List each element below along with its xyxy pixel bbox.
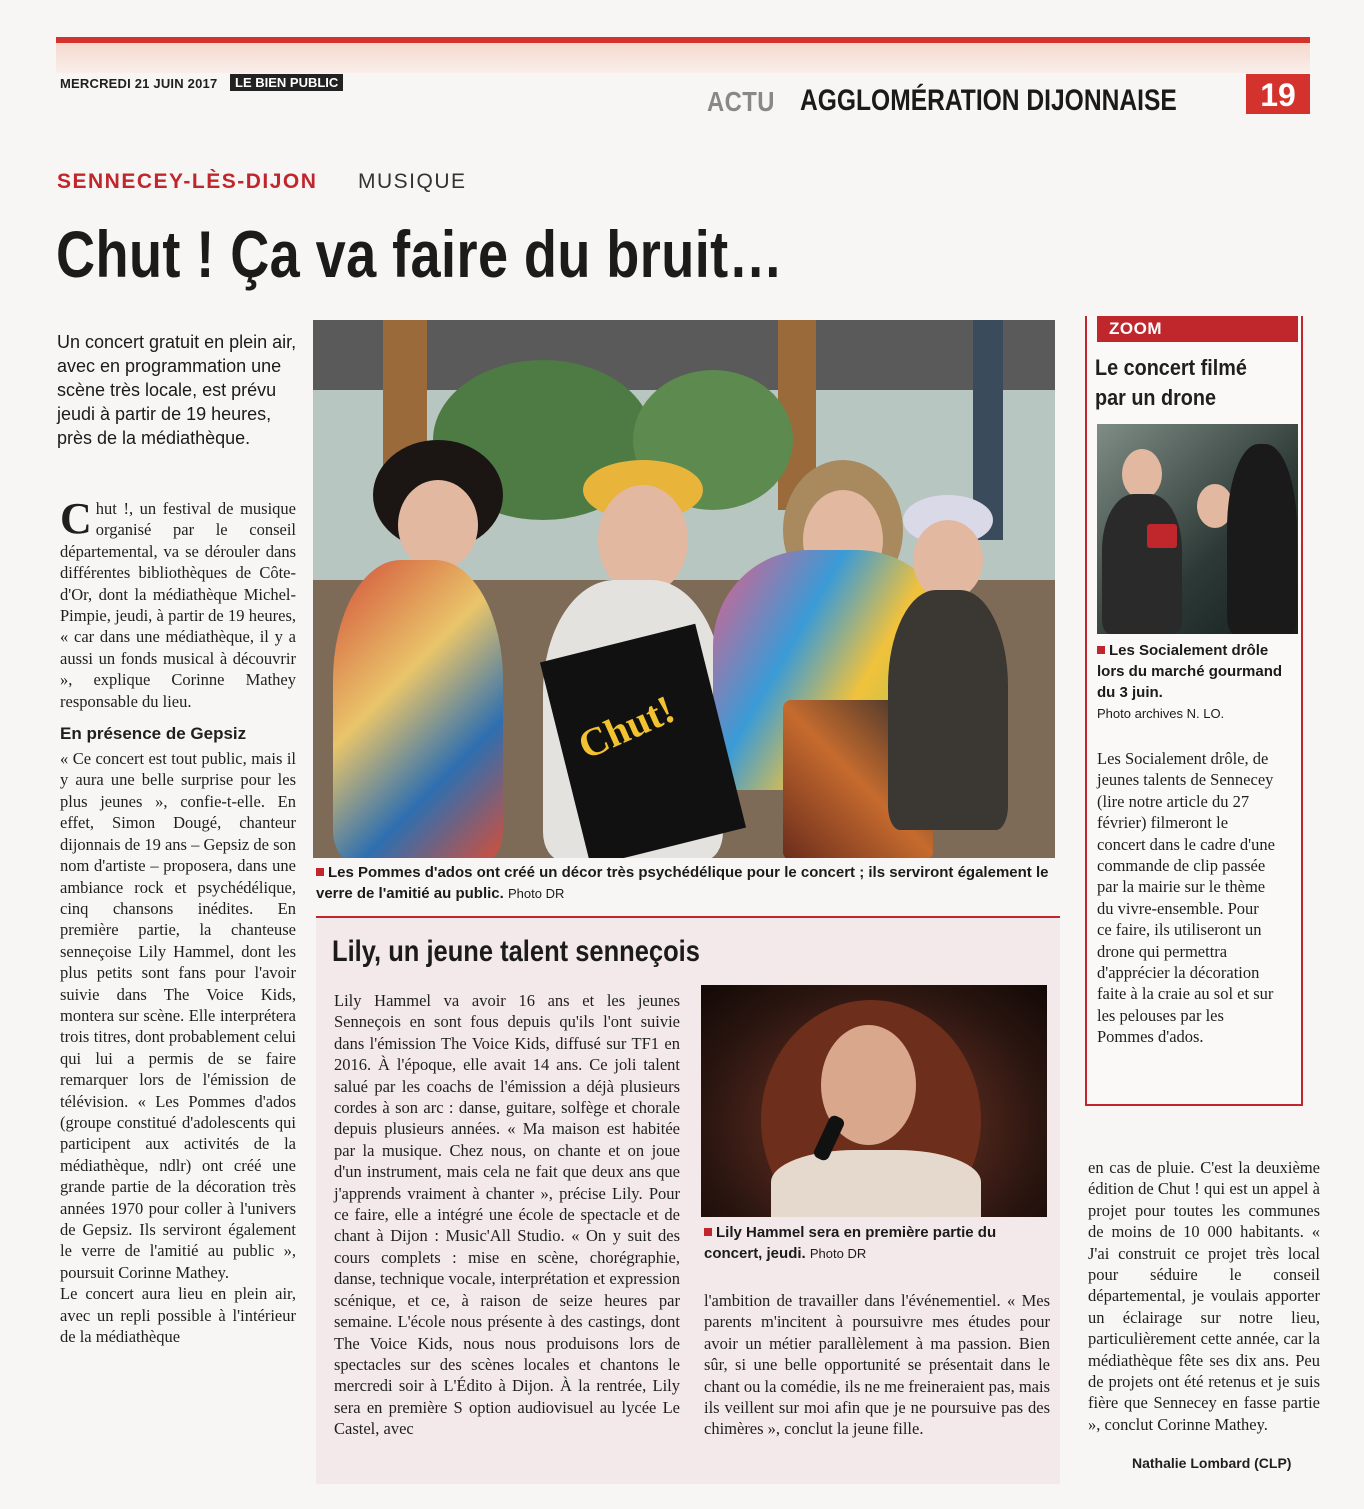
section-label: ACTU (707, 86, 775, 117)
zoom-text: Les Socialement drôle, de jeunes talents de Sennecey (lire notre article du 27 février) filmeront le concert dans le cadre d'une commande de clip passée par la mairie sur le thème du vivre-ensemble. Pour ce faire, ils utiliseront un drone qui permettra d'apprécier la décoration faite à la craie au sol et sur les pelouses par les Pommes d'ados. (1097, 749, 1275, 1047)
caption-text: Lily Hammel sera en première partie du concert, jeudi. (704, 1224, 997, 1262)
photo-lily-hammel (701, 985, 1047, 1217)
article-column-4 (1088, 1157, 1320, 1435)
header-band (56, 37, 1310, 73)
face (913, 520, 983, 600)
caption-bullet (316, 868, 324, 876)
issue-date: MERCREDI 21 JUIN 2017 (60, 76, 218, 91)
photo-socialement-drole (1097, 424, 1298, 634)
newspaper-name: LE BIEN PUBLIC (230, 74, 343, 91)
article-paragraph-3: Le concert aura lieu en plein air, avec un repli possible à l'intérieur de la médiathèque (60, 1284, 296, 1347)
zoom-title: Le concert filmé par un drone (1095, 355, 1247, 410)
photo-credit: Photo DR (809, 1246, 867, 1261)
photo-caption-3 (1097, 640, 1297, 724)
article-theme: MUSIQUE (358, 170, 467, 193)
face (398, 480, 478, 570)
article-subhead: En présence de Gepsiz (60, 724, 247, 744)
lily-title: Lily, un jeune talent senneçois (332, 935, 700, 968)
photo-credit: Photo DR (507, 886, 565, 901)
person (1102, 494, 1182, 634)
lily-column (334, 990, 680, 1440)
face (1122, 449, 1162, 499)
camera-icon (1147, 524, 1177, 548)
poster-title: Chut! (571, 686, 682, 768)
photo-credit: Photo archives N. LO. (1097, 706, 1225, 721)
person-4 (888, 590, 1008, 830)
article-column-1 (60, 494, 297, 1347)
lily-paragraph-1: Lily Hammel va avoir 16 ans et les jeunes Senneçois en sont fous depuis qu'ils l'ont suivie dans l'émission The Voice Kids, diffusé sur TF1 en 2016. À l'époque, elle avait 14 ans. Ce joli talent salué par les coachs de l'émission a déjà plusieurs cordes à son arc : danse, guitare, solfège et chorale depuis plusieurs années. « Ma maison est habitée par la musique. Chez nous, on chante et on joue d'un instrument, mais cela ne fait que deux ans que j'apprends vraiment à chanter », précise Lily. Pour ce faire, elle a intégré une école de spectacle et de chant à Dijon : Music'All Studio. « On y suit des cours complets : mise en scène, chorégraphie, danse, technique vocale, interprétation et expression scénique, et ce, à raison de seize heures par semaine. L'école nous présente à des castings, dont The Voice Kids, nous nous produisons lors de spectacles sur des scènes locales et chantons le mercredi soir à L'Édito à Dijon. À la rentrée, Lily sera en première S option audiovisuel au lycée Le Castel, avec (334, 991, 680, 1439)
article-lead: Un concert gratuit en plein air, avec en programmation une scène très locale, est prévu jeudi à partir de 19 heures, près de la médiathèque. (57, 332, 297, 448)
zoom-tag: ZOOM (1097, 316, 1298, 342)
photo-pommes-dados (313, 320, 1055, 858)
caption-text: Les Pommes d'ados ont créé un décor très psychédélique pour le concert ; ils serviront également le verre de l'amitié au public. (316, 864, 1049, 902)
caption-bullet (1097, 646, 1105, 654)
lily-paragraph-2: l'ambition de travailler dans l'événementiel. « Mes parents m'incitent à poursuivre mes études pour avoir un métier parallèlement à ma passion. Bien sûr, si une belle opportunité se présentait dans le chant ou la comédie, ils ne me freineraient pas, mais ils veillent sur moi afin que je ne poursuive pas des chimères », conclut la jeune fille. (704, 1291, 1050, 1439)
person-hooded (1227, 444, 1297, 634)
article-paragraph-2: « Ce concert est tout public, mais il y aura une belle surprise pour les plus jeunes », confie-t-elle. En effet, Simon Dougé, chanteur dijonnais de 19 ans – Gepsiz de son nom d'artiste – proposera, dans une ambiance rock et psychédélique, cinq chansons inédites. En première partie, la chanteuse senneçoise Lily Hammel, dont les plus petits sont fans pour l'avoir suivie dans The Voice Kids, montera sur scène. Elle interprétera trois titres, dont probablement celui qui lui a permis de se faire remarquer lors de l'émission de télévision. « Les Pommes d'ados (groupe constitué d'adolescents qui participent aux activités de la médiathèque, ndlr) ont créé une grande partie de la décoration très années 1970 pour coller à l'univers de Gepsiz. Ils serviront également le verre de l'amitié au public », poursuit Corinne Mathey. (60, 749, 297, 1282)
shoulders (771, 1150, 981, 1217)
page-number: 19 (1246, 74, 1310, 114)
drop-cap: C (60, 494, 92, 543)
page-title: Chut ! Ça va faire du bruit… (56, 217, 784, 291)
caption-bullet (704, 1228, 712, 1236)
article-town: SENNECEY-LÈS-DIJON (57, 170, 318, 193)
byline: Nathalie Lombard (CLP) (1132, 1455, 1292, 1471)
region-label: AGGLOMÉRATION DIJONNAISE (800, 84, 1177, 117)
caption-text: Les Socialement drôle lors du marché gourmand du 3 juin. (1097, 642, 1283, 701)
face (598, 485, 688, 595)
lily-column-2 (704, 1290, 1050, 1440)
person-1 (333, 560, 503, 858)
article-paragraph-3-cont: en cas de pluie. C'est la deuxième édition de Chut ! qui est un appel à projet pour toutes les communes de moins de 10 000 habitants. « J'ai construit ce projet très local pour séduire le conseil départemental, je voulais apporter un éclairage sur notre lieu, particulièrement cette année, car la médiathèque fête ses dix ans. Peu de projets ont été retenus et je suis fière que Sennecey en fasse partie », conclut Corinne Mathey. (1088, 1158, 1320, 1434)
photo-caption-2 (704, 1222, 1044, 1264)
article-paragraph-1: hut !, un festival de musique organisé par le conseil départemental, va se dérouler dans différentes bibliothèques de Côte-d'Or, dont la médiathèque Michel-Pimpie, jeudi, à partir de 19 heures, « car dans une médiathèque, il y a aussi un fonds musical à découvrir », explique Corinne Mathey responsable du lieu. (60, 499, 296, 711)
photo-caption-1 (316, 862, 1056, 904)
